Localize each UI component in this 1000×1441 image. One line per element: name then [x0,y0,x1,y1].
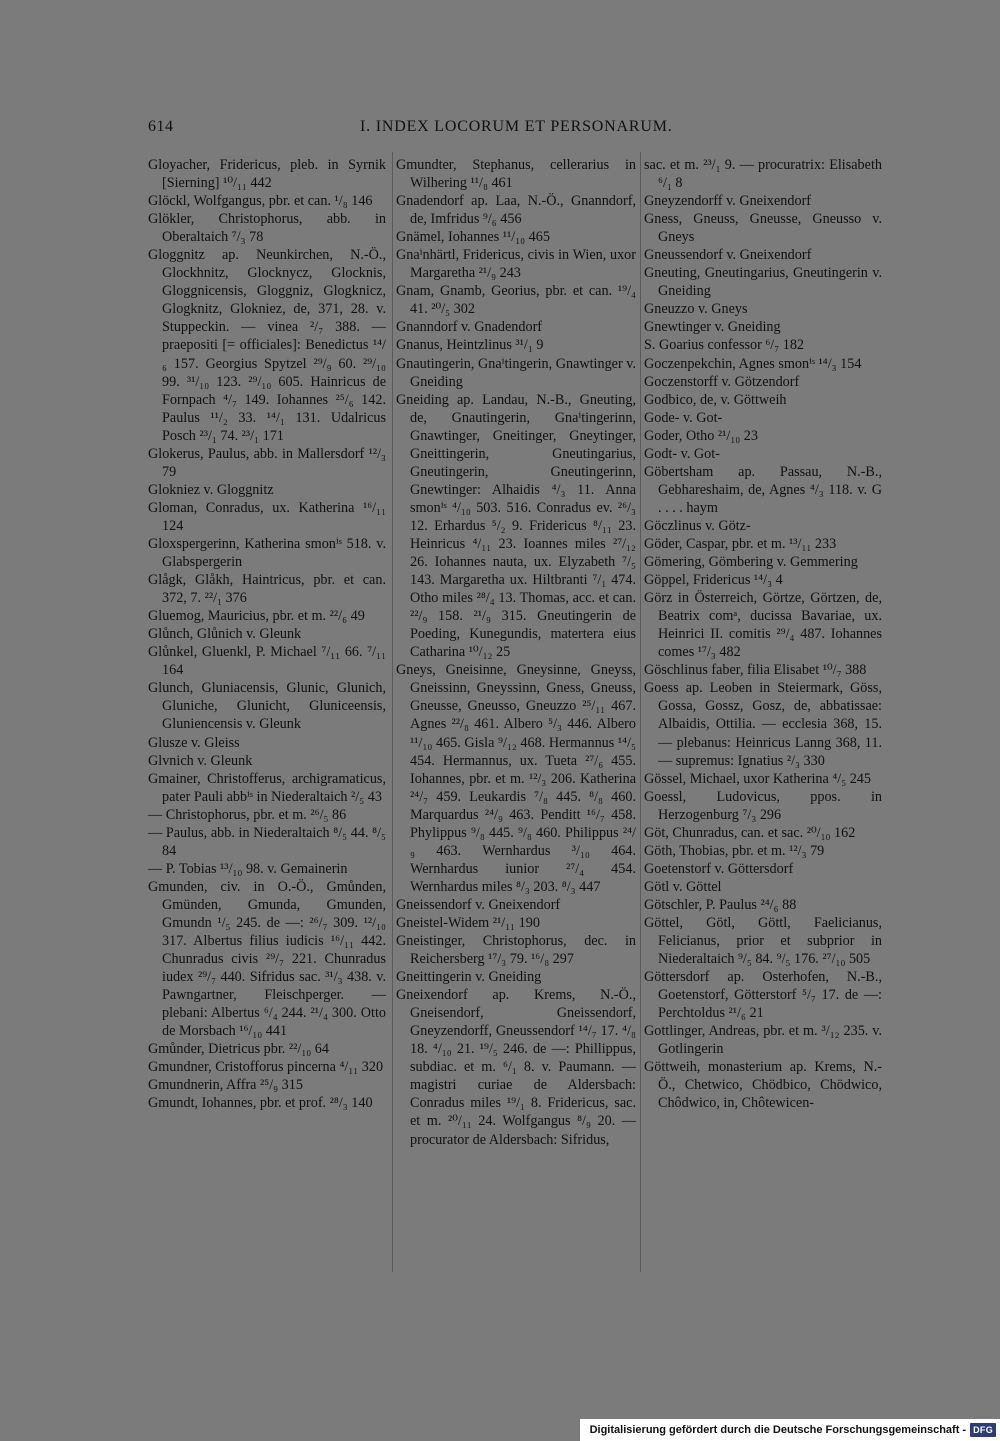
index-entry: Gnaⁱnhärtl, Fridericus, civis in Wien, uxor Margaretha ²¹/₉ 243 [396,247,636,282]
index-entry: Gnämel, Iohannes ¹¹/₁₀ 465 [396,229,550,246]
index-entry: Gottlinger, Andreas, pbr. et m. ³/₁₂ 235. v. Gotlingerin [644,1023,882,1058]
index-entry: Gneittingerin v. Gneiding [396,969,542,986]
index-entry: Göth, Thobias, pbr. et m. ¹²/₃ 79 [644,842,825,859]
index-entry: Gneys, Gneisinne, Gneysinne, Gneyss, Gneissinn, Gneyssinn, Gness, Gneuss, Gneusse, Gneusso, Gneuzzo ²⁵/₁₁ 467. Agnes ²²/₈ 461. Albero ⁵/₃ 446. Albero ¹¹/₁₀ 465. Gisla ⁹/₁₂ 468. Hermannus ¹⁴/₅ 454. Hermannus, ux. Tueta ²⁷/₆ 455. Iohannes, pbr. et m. ¹²/₃ 206. Katherina ²⁴/₇ 459. Leukardis ⁷/₈ 445. ⁸/₈ 460. Marquardus ²⁴/₉ 463. Penditt ¹⁶/₇ 458. Phylippus ⁹/₈ 445. ⁹/₈ 460. Philippus ²⁴/₉ 463. Wernhardus ³/₁₀ 464. Wernhardus iunior ²⁷/₄ 454. Wernhardus miles ⁸/₃ 203. ⁸/₃ 447 [396,662,636,895]
column-divider [392,152,393,1272]
index-entry: Glöckl, Wolfgangus, pbr. et can. ¹/₈ 146 [148,193,373,210]
index-column-2 [396,156,636,1149]
index-entry: Glvnich v. Gleunk [148,752,253,769]
index-entry: Göttersdorf ap. Osterhofen, N.-B., Goetenstorf, Götterstorf ⁵/₇ 17. de —: Perchtoldus ²¹/₆ 21 [644,969,882,1022]
index-entry: Gmundnerin, Affra ²⁵/₉ 315 [148,1077,303,1094]
index-entry: Gneissendorf v. Gneixendorf [396,896,561,913]
index-column-1 [148,156,386,1112]
index-entry: Gmundner, Cristofforus pincerna ⁴/₁₁ 320 [148,1059,384,1076]
index-entry: Gnadendorf ap. Laa, N.-Ö., Gnanndorf, de, Imfridus ⁹/₆ 456 [396,193,636,228]
index-entry: Gneussendorf v. Gneixendorf [644,247,812,264]
index-entry: Gnanus, Heintzlinus ³¹/₁ 9 [396,337,544,354]
index-entry: Gnautingerin, Gnaⁱtingerin, Gnawtinger v. Gneiding [396,355,636,390]
index-entry: Gnewtinger v. Gneiding [644,319,781,336]
index-entry: Gneiding ap. Landau, N.-B., Gneuting, de, Gnautingerin, Gnaⁱtingerinn, Gnawtinger, Gneitinger, Gneytinger, Gneittingerin, Gneutingarius, Gneutingerin, Gneutingerinn, Gnewtinger: Alhaidis ⁴/₃ 11. Anna smonⁱˢ ⁴/₁₀ 503. 516. Conradus ev. ²⁶/₃ 12. Erhardus ⁵/₂ 9. Fridericus ⁸/₁₁ 23. Heinricus ⁴/₁₁ 23. Ioannes miles ²⁷/₁₂ 26. Iohannes nauta, ux. Elyzabeth ⁷/₅ 143. Margaretha ux. Hiltbranti ⁷/₁ 474. Otho miles ²⁸/₄ 13. Thomas, acc. et can. ²²/₉ 158. ²¹/₉ 315. Gneutingerin de Poeding, Kunegundis, matertera eius Catharina ¹⁰/₁₂ 25 [396,391,636,661]
index-entry: Goessl, Ludovicus, ppos. in Herzogenburg ⁷/₃ 296 [644,788,882,823]
index-entry: Götl v. Göttel [644,878,722,895]
index-entry: Göschlinus faber, filia Elisabet ¹⁰/₇ 388 [644,662,867,679]
index-entry: Göczlinus v. Götz- [644,517,751,534]
index-entry: Goetenstorf v. Göttersdorf [644,860,794,877]
index-entry: Glokniez v. Gloggnitz [148,481,274,498]
index-entry: Godt- v. Got- [644,445,720,462]
index-entry: sac. et m. ²³/₁ 9. — procuratrix: Elisabeth ⁶/₁ 8 [644,157,882,192]
index-entry: Glökler, Christophorus, abb. in Oberaltaich ⁷/₃ 78 [148,211,386,246]
index-entry: Görz in Österreich, Görtze, Görtzen, de, Beatrix comᵃ, ducissa Bavariae, ux. Heinrici II. comitis ²⁹/₄ 487. Iohannes comes ¹⁷/₃ 482 [644,590,882,661]
index-entry: Gneixendorf ap. Krems, N.-Ö., Gneisendorf, Gneissendorf, Gneyzendorff, Gneussendorf ¹⁴/₇ 17. ⁴/₈ 18. ⁴/₁₀ 21. ¹⁹/₅ 246. de —: Phillippus, subdiac. et m. ⁶/₁ 8. v. Paumann. — magistri curiae de Aldersbach: Conradus miles ¹⁹/₁ 8. Fridericus, sac. et m. ²⁰/₁₁ 24. Wolfgangus ⁸/₉ 20. — procurator de Aldersbach: Sifridus, [396,987,636,1148]
index-entry: Gode- v. Got- [644,409,723,426]
index-entry: Gneuzzo v. Gneys [644,301,748,318]
index-entry: Göt, Chunradus, can. et sac. ²⁰/₁₀ 162 [644,824,856,841]
dfg-logo: DFG [970,1423,996,1437]
index-entry: Göppel, Fridericus ¹⁴/₃ 4 [644,572,783,589]
index-entry: Glusze v. Gleiss [148,734,240,751]
index-entry: Gnam, Gnamb, Georius, pbr. et can. ¹⁹/₄ 41. ²⁰/₅ 302 [396,283,636,318]
footer-credit-text: Digitalisierung gefördert durch die Deutsche Forschungsgemeinschaft - [589,1424,967,1436]
running-title: I. INDEX LOCORUM ET PERSONARUM. [360,118,673,135]
index-entry: Gluemog, Mauricius, pbr. et m. ²²/₆ 49 [148,608,365,625]
index-entry: Gloggnitz ap. Neunkirchen, N.-Ö., Glockhnitz, Glocknycz, Glocknis, Gloggnicensis, Gloggniz, Glogknicz, Glogknitz, Glokniez, de, 371, 28. v. Stuppeckin. — vinea ²/₇ 388. — praepositi [= officiales]: Benedictus ¹⁴/₆ 157. Georgius Spytzel ²⁹/₉ 60. ²⁹/₁₀ 99. ³¹/₁₀ 123. ²⁹/₁₀ 605. Hainricus de Fornpach ⁴/₇ 149. Iohannes ²⁵/₆ 142. Paulus ¹¹/₂ 33. ¹⁴/₁ 131. Udalricus Posch ²³/₁ 74. ²³/₁ 171 [148,247,386,444]
index-entry: Göder, Caspar, pbr. et m. ¹³/₁₁ 233 [644,535,837,552]
index-entry: Gmundt, Iohannes, pbr. et prof. ²⁸/₃ 140 [148,1095,373,1112]
index-entry: — Paulus, abb. in Niederaltaich ⁸/₅ 44. ⁸/₅ 84 [148,824,386,859]
index-entry: Goczenpekchin, Agnes smonⁱˢ ¹⁴/₃ 154 [644,355,862,372]
index-entry: Goder, Otho ²¹/₁₀ 23 [644,427,758,444]
index-entry: Gömering, Gömbering v. Gemmering [644,554,858,571]
index-entry: Gneyzendorff v. Gneixendorf [644,193,812,210]
index-entry: Glokerus, Paulus, abb. in Mallersdorf ¹²/₃ 79 [148,445,386,480]
index-entry: Gneistel-Widem ²¹/₁₁ 190 [396,914,540,931]
index-entry: Goczenstorff v. Götzendorf [644,373,800,390]
index-entry: Gnanndorf v. Gnadendorf [396,319,543,336]
index-entry: Glågk, Glåkh, Haintricus, pbr. et can. 372, 7. ²²/₁ 376 [148,572,386,607]
index-entry: Gmainer, Christofferus, archigramaticus, pater Pauli abbⁱˢ in Niederaltaich ²/₅ 43 [148,770,386,805]
index-entry: — P. Tobias ¹³/₁₀ 98. v. Gemainerin [148,860,348,877]
index-entry: Göttweih, monasterium ap. Krems, N.-Ö., Chetwico, Chödbico, Chödwico, Chôdwico, in, Chôtewicen- [644,1059,882,1112]
index-entry: Glůnkel, Gluenkl, P. Michael ⁷/₁₁ 66. ⁷/₁₁ 164 [148,644,386,679]
column-divider [640,152,641,1272]
index-entry: Glůnch, Glůnich v. Gleunk [148,626,302,643]
index-entry: Göbertsham ap. Passau, N.-B., Gebhareshaim, de, Agnes ⁴/₃ 118. v. G . . . . haym [644,463,882,516]
index-entry: Gmůnder, Dietricus pbr. ²²/₁₀ 64 [148,1041,329,1058]
index-entry: Gmunden, civ. in O.-Ö., Gmůnden, Gmünden, Gmunda, Gmunden, Gmundn ¹/₅ 245. de —: ²⁶/₇ 309. ¹²/₁₀ 317. Albertus filius iudicis ¹⁶/₁₁ 442. Chunradus civis ²⁹/₇ 221. Chunradus iudex ²⁹/₇ 440. Sifridus sac. ³¹/₃ 438. v. Pawngartner, Fleischperger. — plebani: Albertus ⁶/₄ 244. ²¹/₄ 300. Otto de Morsbach ¹⁶/₁₀ 441 [148,878,386,1040]
index-entry: Gneuting, Gneutingarius, Gneutingerin v. Gneiding [644,265,882,300]
index-entry: Gmundter, Stephanus, cellerarius in Wilhering ¹¹/₈ 461 [396,157,636,192]
index-entry: — Christophorus, pbr. et m. ²⁶/₅ 86 [148,806,347,823]
index-entry: Gloyacher, Fridericus, pleb. in Syrnik [Sierning] ¹⁰/₁₁ 442 [148,157,386,192]
page-number: 614 [148,118,174,135]
index-entry: Gloxspergerinn, Katherina smonⁱˢ 518. v. Glabspergerin [148,535,386,571]
index-entry: Göttel, Götl, Göttl, Faelicianus, Felicianus, prior et subprior in Niederaltaich ⁹/₅ 84. ⁹/₅ 176. ²⁷/₁₀ 505 [644,914,882,968]
index-entry: Gneistinger, Christophorus, dec. in Reichersberg ¹⁷/₃ 79. ¹⁶/₈ 297 [396,933,636,968]
index-column-3 [644,156,882,1112]
index-entry: Glunch, Gluniacensis, Glunic, Glunich, Gluniche, Glunicht, Gluniceensis, Gluniencensis v. Gleunk [148,680,386,733]
footer-bar [580,1419,1000,1441]
index-entry: Götschler, P. Paulus ²⁴/₆ 88 [644,896,797,913]
index-entry: Godbico, de, v. Göttweih [644,391,787,408]
index-entry: Gössel, Michael, uxor Katherina ⁴/₅ 245 [644,770,871,787]
index-entry: Goess ap. Leoben in Steiermark, Göss, Gossa, Gossz, Gosz, de, abbatissae: Albaidis, Ottilia. — ecclesia 368, 15. — plebanus: Heinricus Lanng 368, 11. — supremus: Ignatius ²/₃ 330 [644,680,882,769]
index-entry: Gness, Gneuss, Gneusse, Gneusso v. Gneys [644,211,882,246]
index-entry: Gloman, Conradus, ux. Katherina ¹⁶/₁₁ 124 [148,499,386,534]
index-entry: S. Goarius confessor ⁶/₇ 182 [644,337,805,354]
